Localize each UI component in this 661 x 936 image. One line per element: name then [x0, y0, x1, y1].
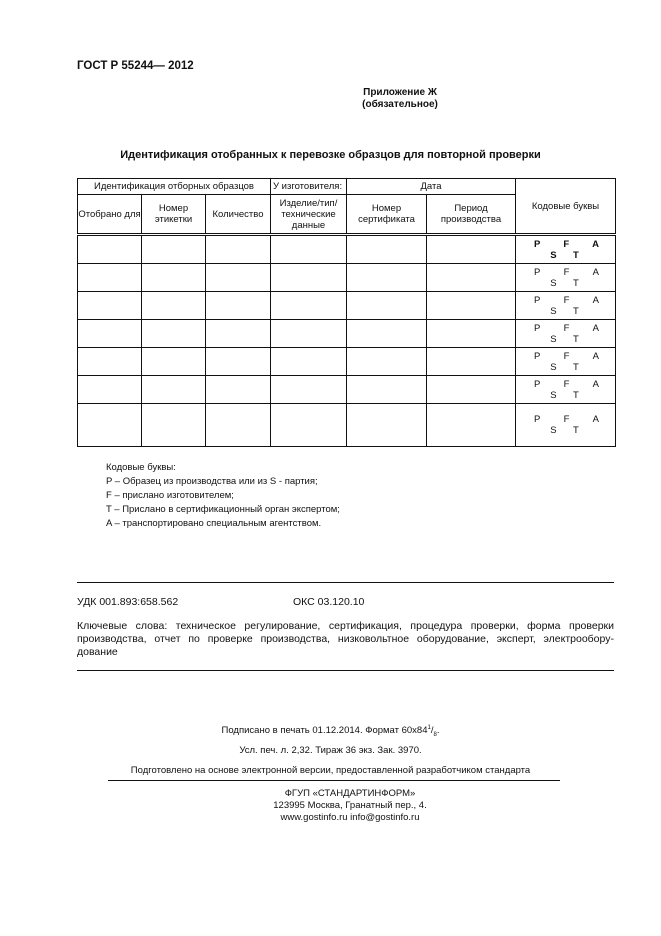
code-letters-line1 [516, 295, 615, 306]
header-certificate-number: Номер сертификата [347, 195, 427, 235]
legend-item: P – Образец из производства или из S - партия; [106, 476, 318, 487]
code-letter: P [534, 238, 541, 250]
header-code-letters: Кодовые буквы [516, 179, 616, 235]
keywords: Ключевые слова: техническое регулирование, сертификация, процедура проверки, форма проверки производства, отчет по проверке производства, низковольтное оборудование, эксперт, электрообору-дование [77, 620, 614, 658]
table-cell [347, 404, 427, 447]
header-product-type: Изделие/тип/ технические данные [271, 195, 347, 235]
code-letters-line1 [516, 267, 615, 278]
table-cell [427, 235, 516, 264]
table-row [78, 404, 616, 447]
header-quantity: Количество [206, 195, 271, 235]
header-production-period: Период производства [427, 195, 516, 235]
code-letter: T [572, 333, 579, 345]
publisher-block [200, 788, 500, 824]
signed-text: Подписано в печать 01.12.2014. Формат 60x84 [221, 725, 428, 737]
table-cell [206, 348, 271, 376]
table-cell [78, 320, 142, 348]
publisher-name: ФГУП «СТАНДАРТИНФОРМ» [284, 788, 416, 799]
legend-item: T – Прислано в сертификационный орган экспертом; [106, 504, 340, 515]
code-letter: S [550, 277, 557, 289]
udk-code: УДК 001.893:658.562 [77, 596, 179, 608]
code-letters-cell [516, 264, 616, 292]
code-letters-cell [516, 404, 616, 447]
table-cell [78, 404, 142, 447]
divider [108, 780, 560, 781]
code-letters-line2 [516, 250, 615, 261]
code-letter: T [572, 389, 579, 401]
table-cell [347, 292, 427, 320]
code-letter: F [563, 294, 570, 306]
code-letter: F [563, 414, 570, 425]
table-cell [347, 376, 427, 404]
code-letter: T [572, 361, 579, 373]
code-letters-cell [516, 348, 616, 376]
code-letters-line1 [516, 351, 615, 362]
code-letter: F [563, 322, 570, 334]
table-cell [427, 348, 516, 376]
table-cell [427, 376, 516, 404]
table-header-row-group [78, 179, 616, 195]
code-letter: A [592, 238, 600, 250]
code-letter: S [550, 425, 557, 436]
code-letters-line2 [516, 362, 615, 373]
table-cell [271, 348, 347, 376]
table-cell [427, 320, 516, 348]
table-row [78, 292, 616, 320]
appendix-status: (обязательное) [362, 99, 438, 110]
table-cell [206, 376, 271, 404]
appendix-title: Приложение Ж [363, 87, 437, 98]
table-row [78, 376, 616, 404]
format-sub: 8 [433, 732, 437, 739]
publisher-address: 123995 Москва, Гранатный пер., 4. [273, 800, 427, 811]
code-letters [516, 267, 615, 289]
code-letter: A [592, 378, 600, 390]
code-letters [516, 295, 615, 317]
code-letter: A [592, 350, 600, 362]
legend-item: F – прислано изготовителем; [106, 490, 234, 501]
header-label-number: Номер этикетки [142, 195, 206, 235]
table-cell [206, 404, 271, 447]
table-cell [271, 404, 347, 447]
code-letter: P [534, 378, 541, 390]
prepared-note: Подготовлено на основе электронной версии, предоставленной разработчиком стандарта [130, 765, 531, 776]
legend-item: A – транспортировано специальным агентством. [106, 518, 322, 529]
table-cell [347, 235, 427, 264]
table-row [78, 235, 616, 264]
table-cell [271, 320, 347, 348]
format-sup: 1 [427, 725, 431, 731]
publisher-contacts: www.gostinfo.ru info@gostinfo.ru [280, 812, 420, 823]
table-cell [427, 292, 516, 320]
appendix-heading [200, 87, 600, 111]
table-cell [206, 235, 271, 264]
code-letter: T [572, 277, 579, 289]
code-letters-cell [516, 292, 616, 320]
code-letter: A [592, 294, 600, 306]
table-title: Идентификация отобранных к перевозке образцов для повторной проверки [120, 149, 541, 161]
code-letter: S [550, 361, 557, 373]
code-letters-line2 [516, 306, 615, 317]
format-end: . [436, 725, 440, 737]
code-letter: A [592, 266, 600, 278]
code-letters-cell [516, 235, 616, 264]
code-letters [516, 351, 615, 373]
code-letter: P [534, 350, 541, 362]
table-cell [271, 235, 347, 264]
table-cell [78, 264, 142, 292]
code-letters-line1 [516, 239, 615, 250]
code-letter: T [572, 305, 579, 317]
table-cell [142, 264, 206, 292]
oks-code: ОКС 03.120.10 [293, 596, 365, 608]
header-manufacturer: У изготовителя: [271, 179, 347, 195]
code-letters-legend [106, 461, 340, 531]
table-cell [347, 264, 427, 292]
code-letters [516, 323, 615, 345]
code-letters-line1 [516, 379, 615, 390]
table-cell [78, 292, 142, 320]
code-letters-line2 [516, 425, 615, 436]
table-cell [142, 320, 206, 348]
divider [77, 670, 614, 671]
table-cell [206, 264, 271, 292]
code-letters-cell [516, 320, 616, 348]
table-row [78, 320, 616, 348]
code-letter: S [550, 305, 557, 317]
table-cell [427, 404, 516, 447]
code-letter: S [550, 389, 557, 401]
code-letters-line2 [516, 334, 615, 345]
table-row [78, 348, 616, 376]
table-cell [78, 376, 142, 404]
sample-identification-table [77, 178, 616, 447]
code-letter: F [563, 378, 570, 390]
code-letters-line1 [516, 323, 615, 334]
table-cell [271, 376, 347, 404]
header-selected-for: Отобрано для [78, 195, 142, 235]
table-cell [347, 320, 427, 348]
code-letters-cell [516, 376, 616, 404]
code-letters-line2 [516, 278, 615, 289]
code-letter: S [550, 249, 557, 261]
table-cell [142, 235, 206, 264]
table-cell [427, 264, 516, 292]
code-letter: P [534, 414, 541, 425]
table-cell [347, 348, 427, 376]
legend-title: Кодовые буквы: [106, 462, 176, 473]
table-cell [206, 320, 271, 348]
signed-for-print: Подписано в печать 01.12.2014. Формат $60x84^1/_8$. [221, 725, 440, 739]
table-cell [142, 376, 206, 404]
print-info: Усл. печ. л. 2,32. Тираж 36 экз. Зак. 3970. [239, 745, 422, 756]
code-letters [516, 379, 615, 401]
code-letter: A [592, 322, 600, 334]
code-letter: F [563, 350, 570, 362]
table-cell [142, 404, 206, 447]
header-date: Дата [347, 179, 516, 195]
table-cell [78, 235, 142, 264]
code-letters-line2 [516, 390, 615, 401]
code-letter: F [563, 238, 570, 250]
table-cell [271, 264, 347, 292]
code-letter: P [534, 266, 541, 278]
header-sample-identification: Идентификация отборных образцов [78, 179, 271, 195]
code-letter: T [572, 425, 579, 436]
code-letter: A [592, 414, 600, 425]
code-letter: P [534, 294, 541, 306]
table-cell [142, 348, 206, 376]
code-letters [516, 239, 615, 261]
table-cell [271, 292, 347, 320]
code-letter: S [550, 333, 557, 345]
code-letters [516, 414, 615, 436]
table-cell [206, 292, 271, 320]
table-cell [142, 292, 206, 320]
table-row [78, 264, 616, 292]
code-letter: F [563, 266, 570, 278]
code-letter: T [572, 249, 579, 261]
code-letter: P [534, 322, 541, 334]
divider [77, 582, 614, 583]
table-cell [78, 348, 142, 376]
code-letters-line1 [516, 414, 615, 425]
standard-id: ГОСТ Р 55244— 2012 [77, 60, 194, 72]
